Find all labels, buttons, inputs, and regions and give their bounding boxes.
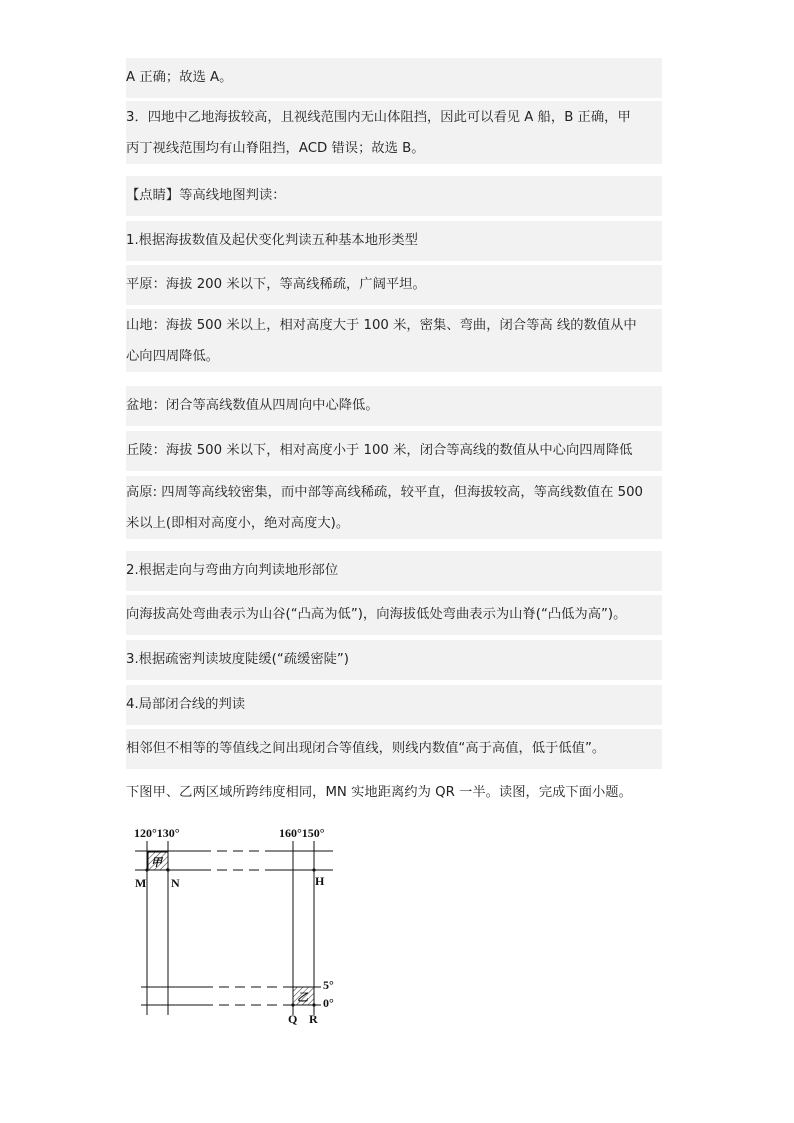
plain-desc: 平原：海拔 200 米以下，等高线稀疏，广阔平坦。 xyxy=(126,265,662,305)
label-q: Q xyxy=(288,1012,298,1026)
plateau-desc xyxy=(126,476,662,539)
point-r xyxy=(312,1003,315,1006)
mountain-desc-line-b: 心向四周降低。 xyxy=(126,349,220,364)
point-n xyxy=(166,868,169,871)
answer-3-line-b: 丙丁视线范围均有山脊阻挡，ACD 错误；故选 B。 xyxy=(126,141,425,156)
hill-desc: 丘陵：海拔 500 米以下，相对高度小于 100 米，闭合等高线的数值从中心向四周降低 xyxy=(126,431,662,471)
region-a-label: 甲 xyxy=(151,857,162,869)
valley-ridge-desc: 向海拔高处弯曲表示为山谷(“凸高为低”)，向海拔低处弯曲表示为山脊(“凸低为高”)。 xyxy=(126,595,662,635)
label-n: N xyxy=(171,876,180,890)
label-h: H xyxy=(315,874,325,888)
region-b-label: 乙 xyxy=(297,992,308,1004)
lon-label-right: 160°150° xyxy=(279,826,325,840)
region-map-figure xyxy=(133,823,343,1028)
answer-3 xyxy=(126,101,662,164)
lat-label-5: 5° xyxy=(323,978,334,992)
tip-point-3: 3.根据疏密判读坡度陡缓(“疏缓密陡”) xyxy=(126,640,662,680)
tip-point-1: 1.根据海拔数值及起伏变化判读五种基本地形类型 xyxy=(126,221,662,261)
tip-point-2: 2.根据走向与弯曲方向判读地形部位 xyxy=(126,551,662,591)
lon-label-left: 120°130° xyxy=(134,826,180,840)
plateau-desc-line-a: 高原: 四周等高线较密集，而中部等高线稀疏，较平直，但海拔较高，等高线数值在 500 xyxy=(126,485,643,500)
plateau-desc-line-b: 米以上(即相对高度小，绝对高度大)。 xyxy=(126,516,350,531)
point-h xyxy=(312,868,315,871)
tip-heading: 【点睛】等高线地图判读： xyxy=(126,176,662,216)
answer-3-line-a: 3．四地中乙地海拔较高，且视线范围内无山体阻挡，因此可以看见 A 船，B 正确，甲 xyxy=(126,110,631,125)
answer-line-1: A 正确；故选 A。 xyxy=(126,58,662,98)
point-q xyxy=(291,1003,294,1006)
lat-label-0: 0° xyxy=(323,996,334,1010)
closed-line-rule: 相邻但不相等的等值线之间出现闭合等值线，则线内数值“高于高值，低于低值”。 xyxy=(126,729,662,769)
label-m: M xyxy=(135,876,147,890)
basin-desc: 盆地：闭合等高线数值从四周向中心降低。 xyxy=(126,386,662,426)
question-intro: 下图甲、乙两区域所跨纬度相同，MN 实地距离约为 QR 一半。读图，完成下面小题。 xyxy=(126,785,632,800)
label-r: R xyxy=(309,1012,318,1026)
longitude-lines xyxy=(147,841,314,1015)
tip-point-4: 4.局部闭合线的判读 xyxy=(126,685,662,725)
mountain-desc-line-a: 山地：海拔 500 米以上，相对高度大于 100 米，密集、弯曲，闭合等高 线的数值从中 xyxy=(126,318,637,333)
mountain-desc xyxy=(126,309,662,372)
point-m xyxy=(145,868,148,871)
